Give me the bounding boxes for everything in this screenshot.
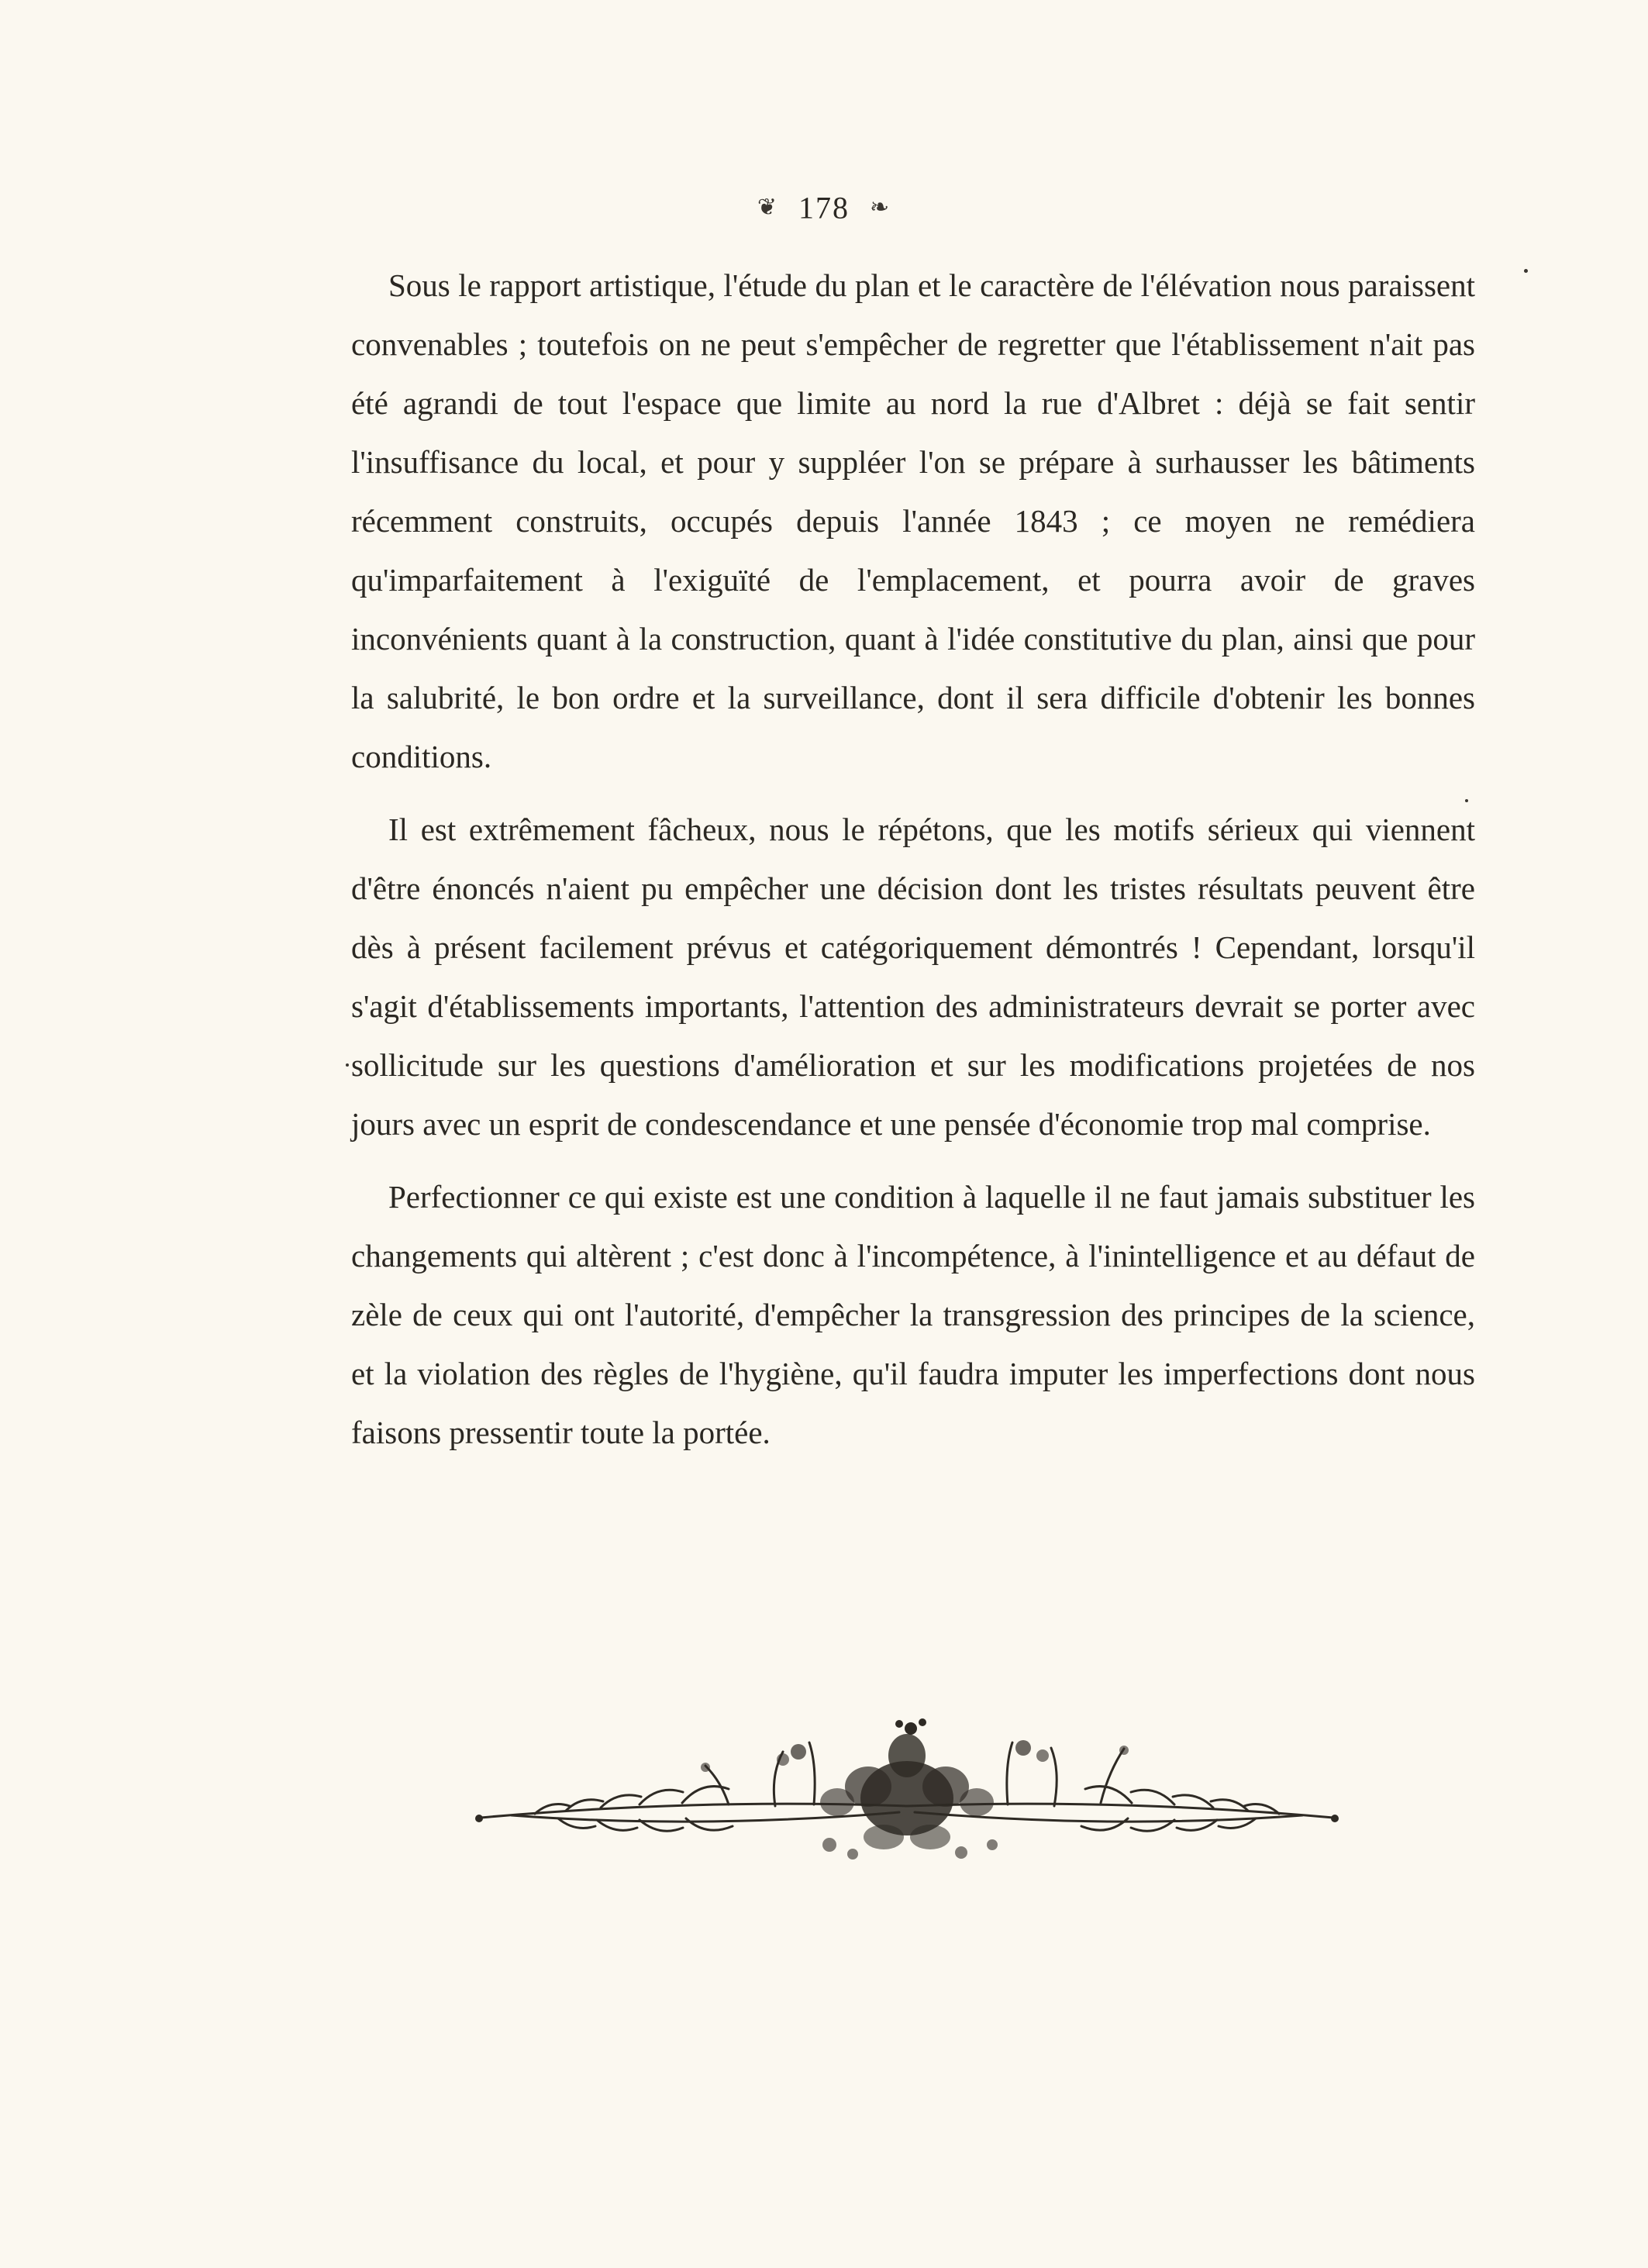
paragraph-2: Il est extrêmement fâcheux, nous le répétons, que les motifs sérieux qui viennent d'être énoncés n'aient pu empêcher une décision dont les tristes résultats peuvent être dès à présent facilement prévus et catégoriquement démontrés ! Cependant, lorsqu'il s'agit d'établissements importants, l'attention des administrateurs devrait se porter avec sollicitude sur les questions d'amélioration et sur les modifications projetées de nos jours avec un esprit de condescendance et une pensée d'économie trop mal comprise. (351, 812, 1475, 1142)
page-number: 178 (798, 190, 850, 226)
paper-speck (346, 1063, 349, 1067)
floral-vignette-icon (465, 1713, 1349, 1884)
paragraph-3: Perfectionner ce qui existe est une condition à laquelle il ne faut jamais substituer les changements qui altèrent ; c'est donc à l'incompétence, à l'inintelligence et au défaut de zèle de ceux qui ont l'autorité, d'empêcher la transgression des principes de la science, et la violation des règles de l'hygiène, qu'il faudra imputer les imperfections dont nous faisons pressentir toute la portée. (351, 1179, 1475, 1450)
paragraph-1: Sous le rapport artistique, l'étude du plan et le caractère de l'élévation nous paraissent convenables ; toutefois on ne peut s'empêcher de regretter que l'établissement n'ait pas été agrandi de tout l'espace que limite au nord la rue d'Albret : déjà se fait sentir l'insuffisance du local, et pour y suppléer l'on se prépare à surhausser les bâtiments récemment construits, occupés depuis l'année 1843 ; ce moyen ne remédiera qu'imparfaitement à l'exiguïté de l'emplacement, et pourra avoir de graves inconvénients quant à la construction, quant à l'idée constitutive du plan, ainsi que pour la salubrité, le bon ordre et la surveillance, dont il sera difficile d'obtenir les bonnes conditions. (351, 267, 1475, 774)
paper-speck (1465, 799, 1468, 802)
body-text (351, 256, 1475, 1476)
page-header (0, 186, 1648, 226)
right-fleuron-icon: ❧ (870, 195, 891, 221)
paper-speck (1524, 269, 1528, 273)
left-fleuron-icon: ❦ (757, 195, 778, 221)
floral-vignette-drawing (465, 1713, 1349, 1884)
